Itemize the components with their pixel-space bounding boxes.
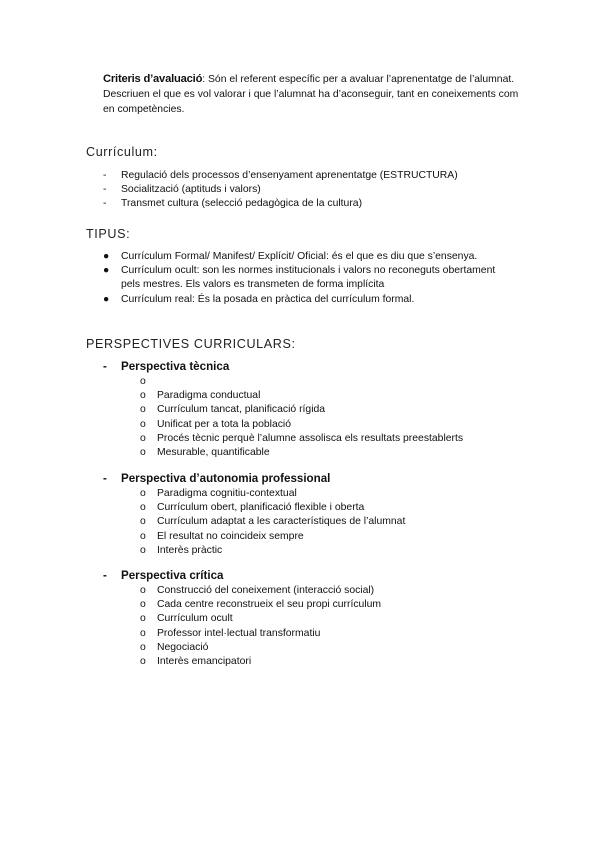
perspective-title: - Perspectiva tècnica bbox=[103, 360, 230, 373]
intro-paragraph bbox=[103, 72, 523, 117]
tipus-heading: TIPUS: bbox=[86, 227, 131, 241]
perspective-items bbox=[103, 584, 381, 669]
circle-bullet-icon: o bbox=[140, 432, 146, 444]
list-item: o Currículum ocult bbox=[103, 612, 381, 626]
list-item: o Paradigma cognitiu-contextual bbox=[103, 487, 405, 501]
perspective-title: - Perspectiva crítica bbox=[103, 569, 224, 582]
curriculum-item: - Transmet cultura (selecció pedagògica de la cultura) bbox=[103, 197, 458, 211]
circle-bullet-icon: o bbox=[140, 516, 146, 528]
list-item: o Cada centre reconstrueix el seu propi currículum bbox=[103, 598, 381, 612]
list-item: o Unificat per a tota la població bbox=[103, 418, 463, 432]
list-item: o Currículum obert, planificació flexible i oberta bbox=[103, 501, 405, 515]
curriculum-list bbox=[103, 169, 458, 212]
tipus-item: ● Currículum Formal/ Manifest/ Explícit/ Oficial: és el que es diu que s’ensenya. bbox=[103, 250, 513, 264]
dash-icon: - bbox=[103, 170, 107, 181]
perspective-title: - Perspectiva d’autonomia professional bbox=[103, 472, 331, 485]
tipus-list bbox=[103, 250, 513, 307]
circle-bullet-icon: o bbox=[140, 627, 146, 639]
intro-term: Criteris d’avaluació bbox=[103, 73, 203, 85]
list-item bbox=[103, 375, 463, 389]
list-item: o Mesurable, quantificable bbox=[103, 446, 463, 460]
circle-bullet-icon: o bbox=[140, 544, 146, 556]
intro-text: : Són el referent específic per a avaluar l’aprenentatge de l’alumnat. Descriuen el que es vol valorar i que l’alumnat ha d’aconseguir, tant en coneixements com en competències. bbox=[103, 74, 519, 115]
dash-icon: - bbox=[103, 360, 107, 373]
circle-bullet-icon: o bbox=[140, 613, 146, 625]
tipus-item: ● Currículum real: És la posada en pràctica del currículum formal. bbox=[103, 293, 513, 307]
list-item: o Interès emancipatori bbox=[103, 655, 381, 669]
dash-icon: - bbox=[103, 569, 107, 582]
perspectives-heading: PERSPECTIVES CURRICULARS: bbox=[86, 337, 296, 351]
circle-bullet-icon: o bbox=[140, 446, 146, 458]
perspective-tecnica bbox=[103, 359, 463, 460]
curriculum-heading: Currículum: bbox=[86, 145, 158, 159]
dash-icon: - bbox=[103, 184, 107, 196]
curriculum-item: - Socialització (aptituds i valors) bbox=[103, 183, 458, 197]
dash-icon: - bbox=[103, 198, 107, 210]
list-item: o Construcció del coneixement (interacció social) bbox=[103, 584, 381, 598]
circle-bullet-icon: o bbox=[140, 502, 146, 514]
bullet-icon: ● bbox=[103, 293, 110, 305]
circle-bullet-icon: o bbox=[140, 585, 146, 596]
circle-bullet-icon: o bbox=[140, 599, 146, 611]
list-item: o Interès pràctic bbox=[103, 544, 405, 558]
dash-icon: - bbox=[103, 472, 107, 485]
perspective-critica bbox=[103, 568, 381, 669]
perspective-items bbox=[103, 375, 463, 460]
bullet-icon: ● bbox=[103, 251, 110, 262]
circle-bullet-icon: o bbox=[140, 418, 146, 430]
list-item: o Professor intel·lectual transformatiu bbox=[103, 627, 381, 641]
circle-bullet-icon: o bbox=[140, 376, 146, 387]
circle-bullet-icon: o bbox=[140, 488, 146, 499]
perspective-items bbox=[103, 487, 405, 558]
circle-bullet-icon: o bbox=[140, 641, 146, 653]
tipus-item: ● Currículum ocult: son les normes institucionals i valors no reconeguts obertament pels mestres. Els valors es transmeten de forma implícita bbox=[103, 265, 496, 291]
circle-bullet-icon: o bbox=[140, 404, 146, 416]
list-item: o Negociació bbox=[103, 641, 381, 655]
list-item: o Paradigma conductual bbox=[103, 389, 463, 403]
circle-bullet-icon: o bbox=[140, 530, 146, 542]
list-item: o Procés tècnic perquè l’alumne assolisca els resultats preestablerts bbox=[103, 432, 463, 446]
list-item: o El resultat no coincideix sempre bbox=[103, 530, 405, 544]
circle-bullet-icon: o bbox=[140, 655, 146, 667]
list-item: o Currículum adaptat a les característiques de l’alumnat bbox=[103, 515, 405, 529]
list-item: o Currículum tancat, planificació rígida bbox=[103, 403, 463, 417]
bullet-icon: ● bbox=[103, 265, 110, 277]
curriculum-item: - Regulació dels processos d’ensenyament aprenentatge (ESTRUCTURA) bbox=[103, 169, 458, 183]
perspective-autonomia bbox=[103, 471, 405, 558]
circle-bullet-icon: o bbox=[140, 390, 146, 402]
